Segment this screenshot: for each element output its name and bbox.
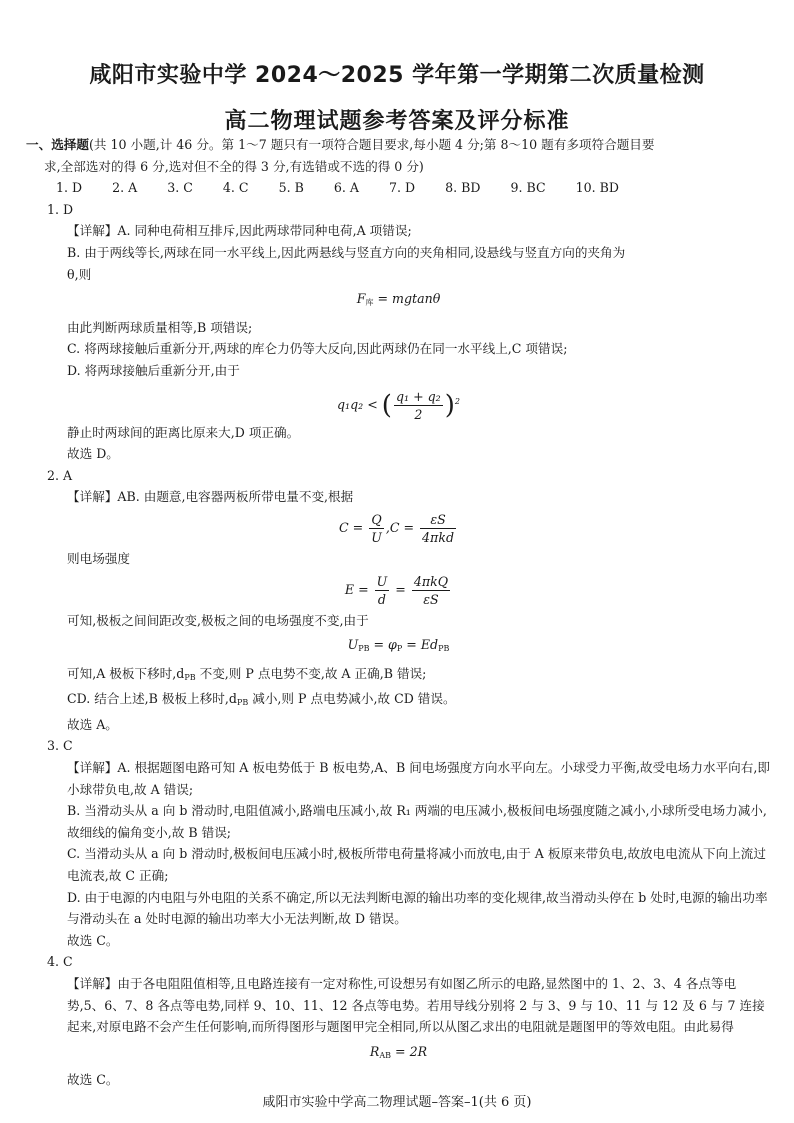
q4-text: 故选 C。	[67, 1072, 119, 1088]
q1-text: 由此判断两球质量相等,B 项错误;	[67, 319, 253, 335]
formula-field-strength: E = $\frac{U}{d}$ = $\frac{\text{4πkQ}}{\varepsilon S}$	[344, 573, 449, 607]
section-1-intro	[26, 134, 771, 177]
q4-heading: 4. C	[47, 954, 73, 970]
q3-text: B. 当滑动头从 a 向 b 滑动时,电阻值减小,路端电压减小,故 R₁ 两端的电压减小,极板间电场强度随之减小,小球所受电场力减小,故细线的偏角变小,故 B 错误;	[67, 803, 767, 840]
page-footer: 咸阳市实验中学高二物理试题–答案–1(共 6 页)	[262, 1095, 532, 1110]
q1-text: D. 将两球接触后重新分开,由于	[67, 362, 240, 378]
q1-text: C. 将两球接触后重新分开,两球的库仑力仍等大反向,因此两球仍在同一水平线上,C 项错误;	[67, 341, 568, 357]
q2-text: 可知,A 极板下移时$,d_{PB}$ 不变,则 P 点电势不变,故 A 正确,B 错误;	[67, 665, 427, 682]
answer-key-item: 1. D	[56, 180, 83, 196]
formula-coulomb-force: $F_库 = mgtan\theta$	[356, 291, 441, 308]
q2-text: 故选 A。	[67, 716, 118, 732]
q2-text: 则电场强度	[67, 550, 130, 566]
q4-text: 【详解】由于各电阻阻值相等,且电路连接有一定对称性,可设想另有如图乙所示的电路,显然图中的 1、2、3、4 各点等电势,5、6、7、8 各点等电势,同样 9、10、11、12 各点等电势。若用导线分别将 2 与 3、9 与 10、11 与 12 及 6 与 7 连接起来,对原电路不会产生任何影响,而所得图形与题图甲完全相同,所以从图乙求出的电阻就是题图甲的等效电阻。由此易得	[67, 976, 765, 1035]
answer-key-item: 9. BC	[510, 180, 546, 196]
q1-text: 【详解】A. 同种电荷相互排斥,因此两球带同种电荷,A 项错误;	[67, 223, 412, 239]
document-title: 咸阳市实验中学 2024～2025 学年第一学期第二次质量检测	[89, 63, 705, 88]
q1-heading: 1. D	[47, 201, 74, 217]
answer-key-item: 5. B	[278, 180, 304, 196]
answer-key-item: 3. C	[167, 180, 193, 196]
q3-text: 故选 C。	[67, 932, 119, 948]
section-1-desc-2: 求,全部选对的得 6 分,选对但不全的得 3 分,有选错或不选的得 0 分)	[44, 158, 424, 174]
q3-text: D. 由于电源的内电阻与外电阻的关系不确定,所以无法判断电源的输出功率的变化规律,故当滑动头停在 b 处时,电源的输出功率与滑动头在 a 处时电源的输出功率大小无法判断,故 D 错误。	[67, 889, 768, 927]
answer-key-item: 10. BD	[575, 180, 620, 196]
q2-text: CD. 结合上述,B 极板上移时$,d_{PB}$ 减小,则 P 点电势减小,故 CD 错误。	[67, 691, 456, 708]
document-subtitle: 高二物理试题参考答案及评分标准	[224, 109, 570, 134]
q1-text: B. 由于两线等长,两球在同一水平线上,因此两悬线与竖直方向的夹角相同,设悬线与竖直方向的夹角为	[67, 244, 626, 260]
section-1-heading: 一、选择题	[26, 137, 89, 152]
answer-key-item: 8. BD	[445, 180, 481, 196]
answer-key-item: 6. A	[333, 180, 359, 196]
q2-heading: 2. A	[47, 467, 73, 483]
section-1-desc-1: (共 10 小题,计 46 分。第 1～7 题只有一项符合题目要求,每小题 4 分;第 8～10 题有多项符合题目要	[88, 137, 655, 152]
q2-text: 可知,极板之间间距改变,极板之间的电场强度不变,由于	[67, 612, 369, 628]
q1-text: θ,则	[67, 266, 92, 282]
q1-text: 静止时两球间的距离比原来大,D 项正确。	[67, 424, 300, 440]
answer-key-item: 7. D	[388, 180, 416, 196]
q3-heading: 3. C	[47, 738, 73, 754]
q3-text: C. 当滑动头从 a 向 b 滑动时,极板间电压减小时,极板所带电荷量将减小而放电,由于 A 板原来带负电,故放电电流从下向上流过电流表,故 C 正确;	[67, 846, 766, 884]
answer-content	[26, 134, 771, 1091]
formula-potential: $U_{PB} = \varphi_P = Ed_{PB}$	[347, 637, 450, 654]
answer-key-row	[26, 177, 771, 199]
formula-charge-inequality: q₁q₂ < ( $\frac{\text{q₁ + q₂}}{2}$ )$^2$	[337, 388, 460, 422]
formula-equivalent-resistance: $R_{AB} = 2R$	[369, 1043, 428, 1060]
q2-text: 【详解】AB. 由题意,电容器两板所带电量不变,根据	[67, 489, 354, 505]
answer-key-item: 2. A	[112, 180, 138, 196]
q3-text: 【详解】A. 根据题图电路可知 A 板电势低于 B 板电势,A、B 间电场强度方向水平向左。小球受力平衡,故受电场力水平向右,即小球带负电,故 A 错误;	[67, 760, 770, 797]
answer-key-item: 4. C	[222, 180, 249, 196]
q1-text: 故选 D。	[67, 446, 119, 462]
formula-capacitance: C = $\frac{Q}{U}$ ,C = $\frac{\varepsilon S}{\text{4πkd}}$	[338, 511, 455, 545]
